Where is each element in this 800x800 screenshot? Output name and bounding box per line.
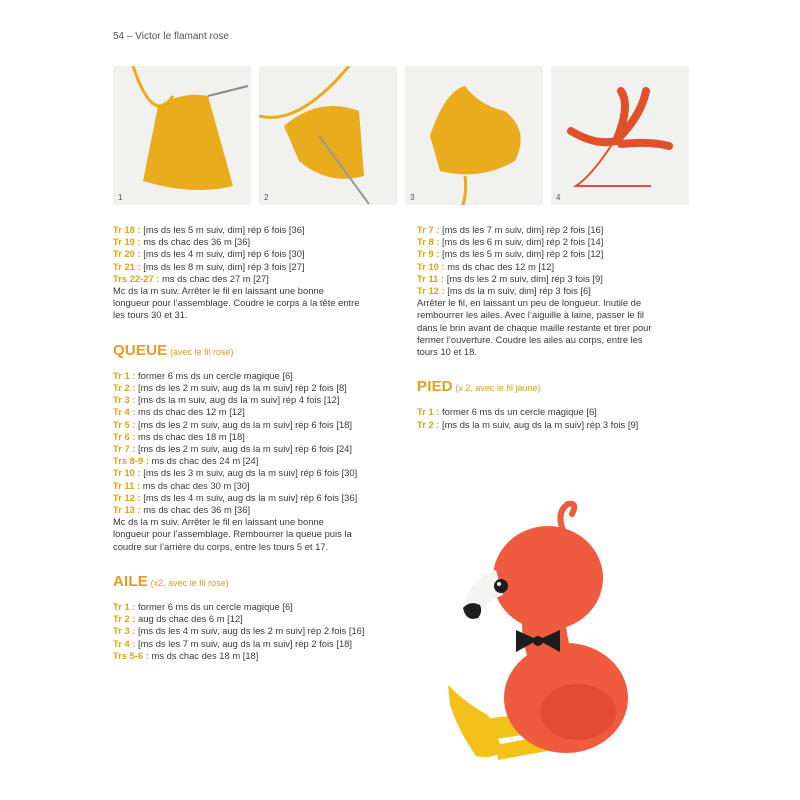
step-photo-2: 2 [259,66,397,205]
instruction-row: Tr 12 : [ms ds la m suiv, dim] rép 3 fois [6] [417,285,591,297]
instruction-row: Tr 18 : [ms ds les 5 m suiv, dim] rép 6 fois [36] [113,224,305,235]
instruction-row: Tr 3 : [ms ds la m suiv, aug ds la m suiv] rép 4 fois [12] [113,394,340,406]
note-line: Arrêter le fil, en laissant un peu de longueur. Inutile de [417,297,642,309]
pied-heading: PIED (x 2, avec le fil jaune) [417,378,541,396]
page-header: 54 – Victor le flamant rose [113,31,229,42]
note-line: Mc ds la m suiv. Arrêter le fil en laissant une bonne [113,285,324,297]
instruction-row: Tr 11 : [ms ds les 2 m suiv, dim] rép 3 fois [9] [417,272,603,284]
queue-heading: QUEUE (avec le fil rose) [113,341,234,359]
right-column [417,224,697,431]
instruction-row: Tr 20 : [ms ds les 4 m suiv, dim] rép 6 fois [30] [113,248,305,260]
note-line: Mc ds la m suiv. Arrêter le fil en laissant une bonne [113,516,324,528]
instruction-row: Tr 7 : [ms ds les 7 m suiv, dim] rép 2 fois [16] [417,224,604,235]
instruction-row: Tr 4 : ms ds chac des 12 m [12] [113,406,245,418]
instruction-row: Tr 3 : [ms ds les 4 m suiv, aug ds les 2 m suiv] rép 2 fois [16] [113,625,365,637]
yellow-crochet-triangle-image [113,66,251,205]
instruction-row: Tr 1 : former 6 ms ds un cercle magique [6] [113,601,293,613]
instruction-row: Tr 10 : ms ds chac des 12 m [12] [417,260,555,272]
instruction-row: Tr 6 : ms ds chac des 18 m [18] [113,430,245,442]
step-photo-3: 3 [405,66,543,205]
instruction-row: Tr 2 : [ms ds la m suiv, aug ds la m suiv] rép 3 fois [9] [417,418,639,430]
instruction-row: Tr 4 : [ms ds les 7 m suiv, aug ds la m suiv] rép 2 fois [18] [113,637,352,649]
instruction-row: Tr 7 : [ms ds les 2 m suiv, aug ds la m suiv] rép 6 fois [24] [113,443,352,455]
flamingo-amigurumi-image [438,490,653,786]
instruction-row: Tr 12 : [ms ds les 4 m suiv, aug ds la m suiv] rép 6 fois [36] [113,491,358,503]
instruction-row: Tr 10 : [ms ds les 3 m suiv, aug ds la m suiv] rép 6 fois [30] [113,467,358,479]
step-photo-1: 1 [113,66,251,205]
yellow-crochet-folding-image [259,66,397,205]
yellow-crochet-wing-image [405,66,543,205]
red-crochet-foot-image [551,66,689,205]
instruction-row: Trs 22-27 : ms ds chac des 27 m [27] [113,272,269,284]
instruction-row: Tr 5 : [ms ds les 2 m suiv, aug ds la m suiv] rép 6 fois [18] [113,418,352,430]
note-line: rembourrer les ailes. Avec l’aiguille à laine, passer le fil [417,309,645,321]
note-line: fermer l’ouverture. Coudre les ailes au corps, entre les [417,333,643,345]
instruction-row: Trs 5-6 : ms ds chac des 18 m [18] [113,649,259,661]
note-line: longueur pour l’assemblage. Rembourrer la queue puis la [113,528,352,540]
left-column [113,224,393,662]
instruction-row: Tr 19 : ms ds chac des 36 m [36] [113,236,251,248]
note-line: coudre sur l’arrière du corps, entre les tours 5 et 17. [113,540,329,552]
instruction-row: Tr 1 : former 6 ms ds un cercle magique [6] [113,369,293,381]
instruction-row: Tr 8 : [ms ds les 6 m suiv, dim] rép 2 fois [14] [417,236,604,248]
note-line: dans le brin avant de chaque maille restante et tirer pour [417,321,652,333]
note-line: longueur pour l’assemblage. Coudre le corps à la tête entre [113,297,360,309]
aile-heading: AILE (x2, avec le fil rose) [113,572,229,590]
instruction-row: Tr 21 : [ms ds les 8 m suiv, dim] rép 3 fois [27] [113,260,305,272]
step-photo-4: 4 [551,66,689,205]
instruction-row: Trs 8-9 : ms ds chac des 24 m [24] [113,455,259,467]
note-line: tours 10 et 18. [417,346,477,358]
instruction-row: Tr 2 : [ms ds les 2 m suiv, aug ds la m suiv] rép 2 fois [8] [113,382,347,394]
instruction-row: Tr 11 : ms ds chac des 30 m [30] [113,479,250,491]
instruction-row: Tr 2 : aug ds chac des 6 m [12] [113,613,243,625]
instruction-row: Tr 9 : [ms ds les 5 m suiv, dim] rép 2 fois [12] [417,248,604,260]
note-line: les tours 30 et 31. [113,309,188,321]
instruction-row: Tr 1 : former 6 ms ds un cercle magique [6] [417,406,597,418]
instruction-row: Tr 13 : ms ds chac des 36 m [36] [113,504,251,516]
